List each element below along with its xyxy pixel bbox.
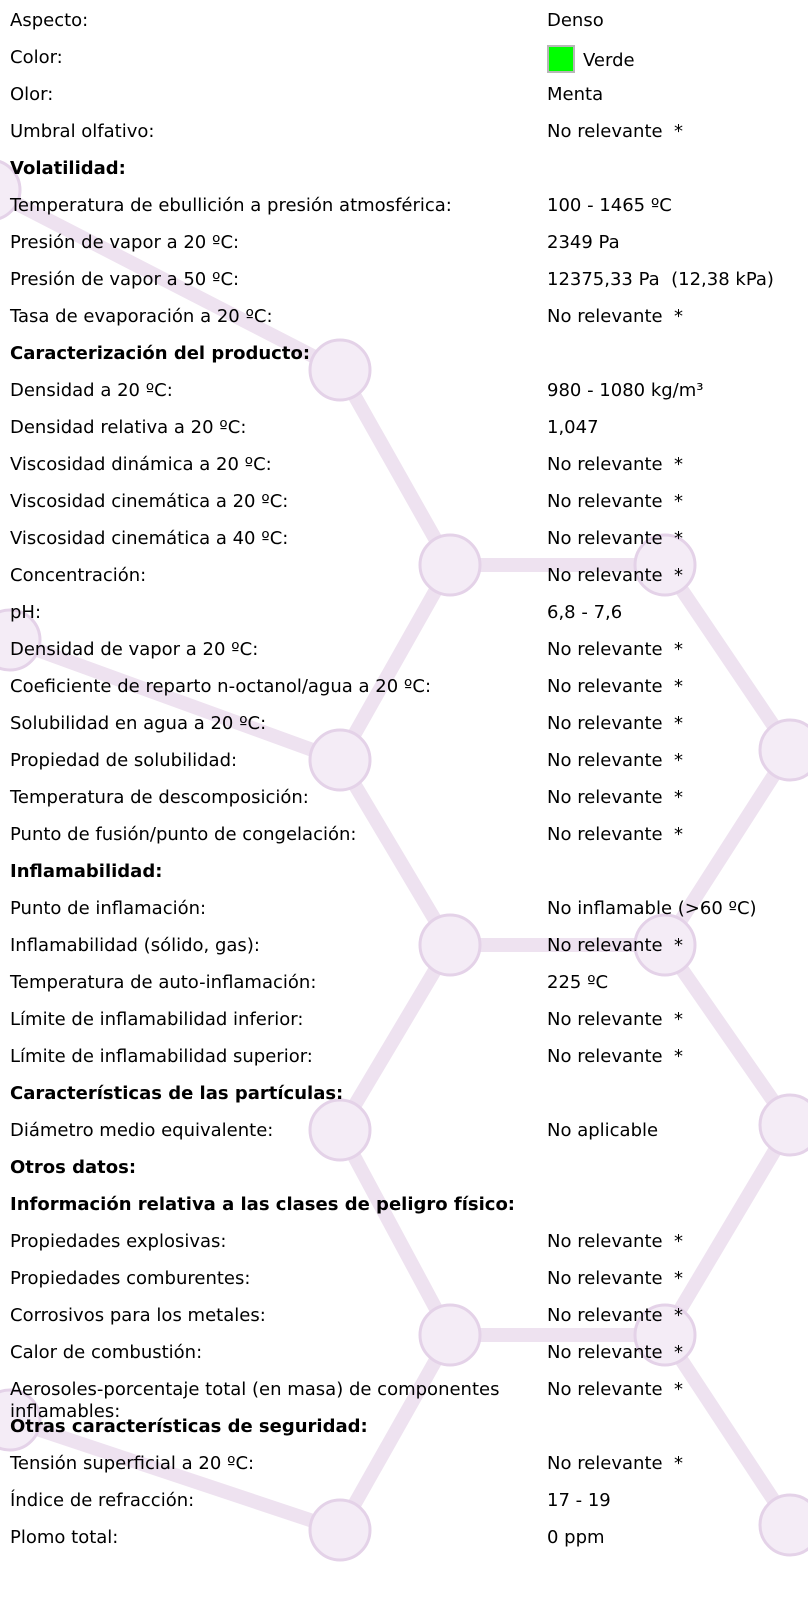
property-label: Punto de fusión/punto de congelación: xyxy=(10,824,357,845)
watermark-bond xyxy=(340,565,450,760)
property-value-text: Menta xyxy=(547,84,604,105)
section-title: Otros datos: xyxy=(10,1157,137,1178)
section-title: Características de las partículas: xyxy=(10,1083,344,1104)
watermark-bond xyxy=(665,565,790,750)
watermark-bond xyxy=(340,760,450,945)
property-label: Color: xyxy=(10,47,63,68)
property-label: Viscosidad dinámica a 20 ºC: xyxy=(10,454,272,475)
property-label: Tasa de evaporación a 20 ºC: xyxy=(10,306,273,327)
watermark-atom xyxy=(310,730,370,790)
property-value xyxy=(547,565,683,587)
property-label: Aerosoles-porcentaje total (en masa) de componentes inflamables: xyxy=(10,1379,500,1422)
property-label: Presión de vapor a 50 ºC: xyxy=(10,269,240,290)
property-value xyxy=(547,713,683,735)
property-value xyxy=(547,195,672,217)
property-label: Propiedades comburentes: xyxy=(10,1268,251,1289)
property-value xyxy=(547,1342,683,1364)
property-value xyxy=(547,824,683,846)
property-value-text: 1,047 xyxy=(547,417,599,438)
watermark-bond xyxy=(340,945,450,1130)
property-value-text: 980 - 1080 kg/m³ xyxy=(547,380,704,401)
property-value-text: No relevante * xyxy=(547,824,684,845)
property-value xyxy=(547,454,683,476)
property-value-text: 100 - 1465 ºC xyxy=(547,195,672,216)
property-label: Propiedad de solubilidad: xyxy=(10,750,238,771)
section-title: Otras características de seguridad: xyxy=(10,1416,368,1437)
property-value xyxy=(547,491,683,513)
property-label: pH: xyxy=(10,602,42,623)
watermark-bond xyxy=(340,1130,450,1335)
property-label: Viscosidad cinemática a 20 ºC: xyxy=(10,491,289,512)
property-value xyxy=(547,1120,658,1142)
property-value xyxy=(547,1009,683,1031)
property-label: Densidad de vapor a 20 ºC: xyxy=(10,639,259,660)
property-value xyxy=(547,269,774,291)
property-value-text: No relevante * xyxy=(547,1453,684,1474)
property-value-text: Verde xyxy=(583,50,635,71)
property-value-text: 12375,33 Pa (12,38 kPa) xyxy=(547,269,774,290)
property-value xyxy=(547,232,620,254)
section-title: Volatilidad: xyxy=(10,158,126,179)
property-label: Concentración: xyxy=(10,565,147,586)
watermark-bond xyxy=(665,945,790,1125)
property-value xyxy=(547,1046,683,1068)
watermark-atom xyxy=(310,340,370,400)
property-label: Temperatura de auto-inflamación: xyxy=(10,972,317,993)
property-value-text: No relevante * xyxy=(547,1268,684,1289)
property-value xyxy=(547,47,635,75)
section-title: Inflamabilidad: xyxy=(10,861,163,882)
section-title: Información relativa a las clases de peligro físico: xyxy=(10,1194,516,1215)
property-value-text: No relevante * xyxy=(547,528,684,549)
property-value-text: 17 - 19 xyxy=(547,1490,611,1511)
property-value-text: No relevante * xyxy=(547,1379,684,1400)
watermark-bond xyxy=(665,1125,790,1335)
property-value xyxy=(547,1490,611,1512)
property-label: Temperatura de ebullición a presión atmosférica: xyxy=(10,195,452,216)
property-value-text: No inflamable (>60 ºC) xyxy=(547,898,757,919)
property-label: Densidad relativa a 20 ºC: xyxy=(10,417,247,438)
property-label: Densidad a 20 ºC: xyxy=(10,380,173,401)
property-value-text: No relevante * xyxy=(547,565,684,586)
property-value xyxy=(547,676,683,698)
property-label: Coeficiente de reparto n-octanol/agua a 20 ºC: xyxy=(10,676,432,697)
property-label: Límite de inflamabilidad superior: xyxy=(10,1046,313,1067)
property-label: Presión de vapor a 20 ºC: xyxy=(10,232,240,253)
watermark-bond xyxy=(665,1335,790,1525)
property-value xyxy=(547,417,599,439)
watermark-atom xyxy=(760,1095,808,1155)
property-value-text: No relevante * xyxy=(547,1231,684,1252)
property-label: Plomo total: xyxy=(10,1527,119,1548)
property-label: Viscosidad cinemática a 40 ºC: xyxy=(10,528,289,549)
property-label: Aspecto: xyxy=(10,10,89,31)
watermark-atom xyxy=(420,1305,480,1365)
property-label: Tensión superficial a 20 ºC: xyxy=(10,1453,255,1474)
property-value xyxy=(547,121,683,143)
property-label: Propiedades explosivas: xyxy=(10,1231,227,1252)
property-value xyxy=(547,787,683,809)
property-value-text: No relevante * xyxy=(547,1046,684,1067)
property-value-text: No relevante * xyxy=(547,935,684,956)
property-value-text: No aplicable xyxy=(547,1120,659,1141)
property-label: Inflamabilidad (sólido, gas): xyxy=(10,935,260,956)
property-label: Punto de inflamación: xyxy=(10,898,207,919)
property-value-text: No relevante * xyxy=(547,1305,684,1326)
property-value xyxy=(547,639,683,661)
property-value xyxy=(547,1379,683,1401)
property-value xyxy=(547,750,683,772)
property-value xyxy=(547,528,683,550)
property-label: Límite de inflamabilidad inferior: xyxy=(10,1009,304,1030)
property-value xyxy=(547,380,704,402)
property-value xyxy=(547,935,683,957)
property-value xyxy=(547,1305,683,1327)
watermark-atom xyxy=(760,1495,808,1555)
color-swatch xyxy=(547,45,575,73)
property-value-text: No relevante * xyxy=(547,1009,684,1030)
property-value-text: No relevante * xyxy=(547,639,684,660)
property-label: Diámetro medio equivalente: xyxy=(10,1120,274,1141)
property-value xyxy=(547,306,683,328)
property-value-text: No relevante * xyxy=(547,713,684,734)
property-value-text: No relevante * xyxy=(547,787,684,808)
property-value-text: No relevante * xyxy=(547,491,684,512)
property-value-text: No relevante * xyxy=(547,750,684,771)
property-label: Calor de combustión: xyxy=(10,1342,203,1363)
property-value xyxy=(547,1268,683,1290)
property-value xyxy=(547,898,757,920)
watermark-atom xyxy=(420,535,480,595)
property-label: Solubilidad en agua a 20 ºC: xyxy=(10,713,267,734)
property-value xyxy=(547,1453,683,1475)
property-value xyxy=(547,1527,605,1549)
property-value-text: 225 ºC xyxy=(547,972,609,993)
watermark-bond xyxy=(340,370,450,565)
property-label: Olor: xyxy=(10,84,54,105)
property-value xyxy=(547,10,604,32)
property-value xyxy=(547,84,603,106)
property-value-text: No relevante * xyxy=(547,1342,684,1363)
property-label: Temperatura de descomposición: xyxy=(10,787,309,808)
property-value-text: Denso xyxy=(547,10,604,31)
property-value xyxy=(547,972,608,994)
property-value-text: No relevante * xyxy=(547,454,684,475)
property-value-text: No relevante * xyxy=(547,121,684,142)
property-value-text: No relevante * xyxy=(547,676,684,697)
property-label: Corrosivos para los metales: xyxy=(10,1305,266,1326)
property-value-text: 2349 Pa xyxy=(547,232,620,253)
watermark-atom xyxy=(310,1100,370,1160)
watermark-atom xyxy=(760,720,808,780)
watermark-atom xyxy=(310,1500,370,1560)
property-value xyxy=(547,1231,683,1253)
property-label: Umbral olfativo: xyxy=(10,121,155,142)
property-value xyxy=(547,602,622,624)
property-value-text: 0 ppm xyxy=(547,1527,605,1548)
property-value-text: 6,8 - 7,6 xyxy=(547,602,623,623)
property-label: Índice de refracción: xyxy=(10,1490,195,1511)
property-value-text: No relevante * xyxy=(547,306,684,327)
section-title: Caracterización del producto: xyxy=(10,343,311,364)
watermark-atom xyxy=(420,915,480,975)
